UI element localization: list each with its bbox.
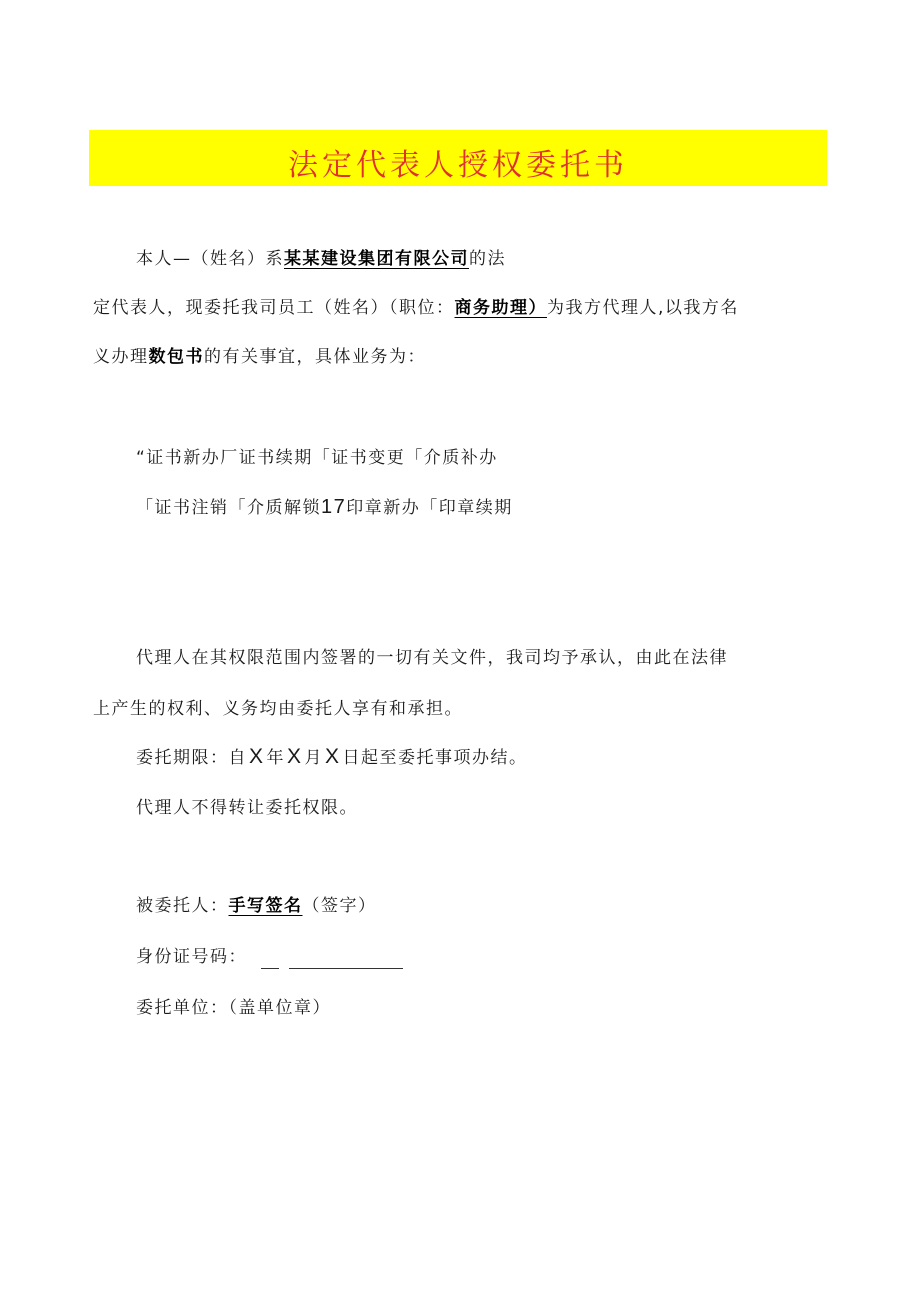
signer-line <box>136 894 377 918</box>
business-text: 「证书注销「介质解锁 <box>136 498 321 518</box>
business-item: 数包书 <box>148 347 204 367</box>
business-number: 17 <box>321 496 347 518</box>
intro-text: 的法 <box>469 249 506 269</box>
intro-text: 定代表人，现委托我司员工（姓名）（职位： <box>93 298 455 318</box>
year-label: 年 <box>266 748 286 768</box>
signer-note: （签字） <box>302 896 377 916</box>
intro-text: 本人—（姓名）系 <box>136 249 284 269</box>
business-row-1: “证书新办厂证书续期「证书变更「介质补办 <box>136 448 498 468</box>
signer-name: 手写签名 <box>228 896 303 916</box>
id-number-label: 身份证号码： <box>136 947 247 967</box>
signer-label: 被委托人： <box>136 896 229 916</box>
month-label: 月 <box>304 748 324 768</box>
business-text: 印章新办「印章续期 <box>346 498 513 518</box>
clause-line-2: 上产生的权利、义务均由委托人享有和承担。 <box>93 699 463 719</box>
clause-line-1: 代理人在其权限范围内签署的一切有关文件，我司均予承认，由此在法律 <box>136 648 728 668</box>
month-placeholder: X <box>287 745 303 768</box>
id-number-blank <box>261 950 279 969</box>
term-line <box>136 745 528 770</box>
id-number-blank <box>289 950 403 969</box>
year-placeholder: X <box>249 745 265 768</box>
term-text: 委托期限：自 <box>136 748 247 768</box>
intro-text: 为我方代理人,以我方名 <box>547 298 739 318</box>
intro-line-1 <box>136 247 506 271</box>
intro-line-2 <box>93 296 739 320</box>
day-placeholder: X <box>325 745 341 768</box>
position-value: 商务助理） <box>454 298 547 318</box>
document-title: 法定代表人授权委托书 <box>288 148 628 183</box>
id-number-line <box>136 945 403 969</box>
intro-text: 的有关事宜，具体业务为： <box>204 347 426 367</box>
title-banner <box>89 130 827 186</box>
no-transfer-line: 代理人不得转让委托权限。 <box>136 798 358 818</box>
intro-text: 义办理 <box>93 347 149 367</box>
unit-line: 委托单位：（盖单位章） <box>136 998 331 1018</box>
term-text: 日起至委托事项办结。 <box>342 748 528 768</box>
business-row-2 <box>136 495 513 520</box>
company-name: 某某建设集团有限公司 <box>284 249 469 269</box>
intro-line-3 <box>93 345 426 369</box>
